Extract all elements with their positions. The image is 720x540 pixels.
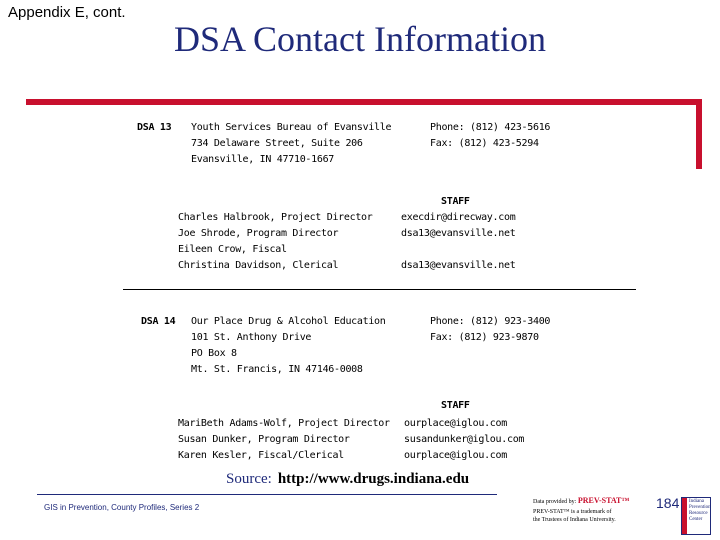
dsa13-staff-email: execdir@direcway.com [401, 212, 516, 223]
trademark-line-2: the Trustees of Indiana University. [533, 517, 616, 523]
iprc-logo-text: Indiana Prevention Resource Center [689, 499, 711, 522]
dsa14-address3: Mt. St. Francis, IN 47146-0008 [191, 364, 363, 375]
title-divider-vertical [696, 99, 702, 169]
dsa13-staff-name: Joe Shrode, Program Director [178, 228, 339, 239]
dsa13-address1: 734 Delaware Street, Suite 206 [191, 138, 363, 149]
page-number: 184 [656, 495, 680, 511]
dsa13-label: DSA 13 [137, 122, 172, 133]
dsa14-fax: Fax: (812) 923-9870 [430, 332, 539, 343]
provided-by-label: Data provided by: [533, 499, 577, 505]
dsa13-phone: Phone: (812) 423-5616 [430, 122, 551, 133]
prevstat-brand: PREV-STAT™ [577, 496, 630, 505]
dsa14-phone: Phone: (812) 923-3400 [430, 316, 551, 327]
dsa13-fax: Fax: (812) 423-5294 [430, 138, 539, 149]
dsa14-staff-heading: STAFF [441, 400, 470, 411]
dsa13-staff-email: dsa13@evansville.net [401, 260, 516, 271]
dsa13-staff-name: Christina Davidson, Clerical [178, 260, 339, 271]
footer-text: GIS in Prevention, County Profiles, Series 2 [44, 503, 200, 512]
iprc-logo [681, 497, 711, 535]
dsa14-address1: 101 St. Anthony Drive [191, 332, 312, 343]
appendix-label: Appendix E, cont. [8, 4, 126, 21]
dsa14-staff-email: ourplace@iglou.com [404, 450, 507, 461]
source-label: Source: [226, 471, 272, 487]
page-title: DSA Contact Information [174, 19, 546, 59]
dsa14-staff-name: Karen Kesler, Fiscal/Clerical [178, 450, 344, 461]
dsa14-staff-email: susandunker@iglou.com [404, 434, 525, 445]
trademark-line-1: PREV-STAT™ is a trademark of [533, 509, 612, 515]
dsa13-org: Youth Services Bureau of Evansville [191, 122, 392, 133]
section-divider [123, 289, 636, 290]
dsa14-label: DSA 14 [141, 316, 176, 327]
dsa13-staff-name: Eileen Crow, Fiscal [178, 244, 287, 255]
iprc-logo-bar [682, 498, 687, 534]
source-link[interactable]: http://www.drugs.indiana.edu [277, 471, 470, 487]
dsa14-staff-name: Susan Dunker, Program Director [178, 434, 350, 445]
title-divider [26, 99, 702, 105]
dsa13-address2: Evansville, IN 47710-1667 [191, 154, 335, 165]
footer-divider [37, 494, 497, 495]
source-line [226, 471, 469, 488]
dsa13-staff-heading: STAFF [441, 196, 470, 207]
dsa14-staff-email: ourplace@iglou.com [404, 418, 507, 429]
dsa13-staff-name: Charles Halbrook, Project Director [178, 212, 373, 223]
dsa14-staff-name: MariBeth Adams-Wolf, Project Director [178, 418, 390, 429]
dsa13-staff-email: dsa13@evansville.net [401, 228, 516, 239]
dsa14-address2: PO Box 8 [191, 348, 237, 359]
dsa14-org: Our Place Drug & Alcohol Education [191, 316, 386, 327]
